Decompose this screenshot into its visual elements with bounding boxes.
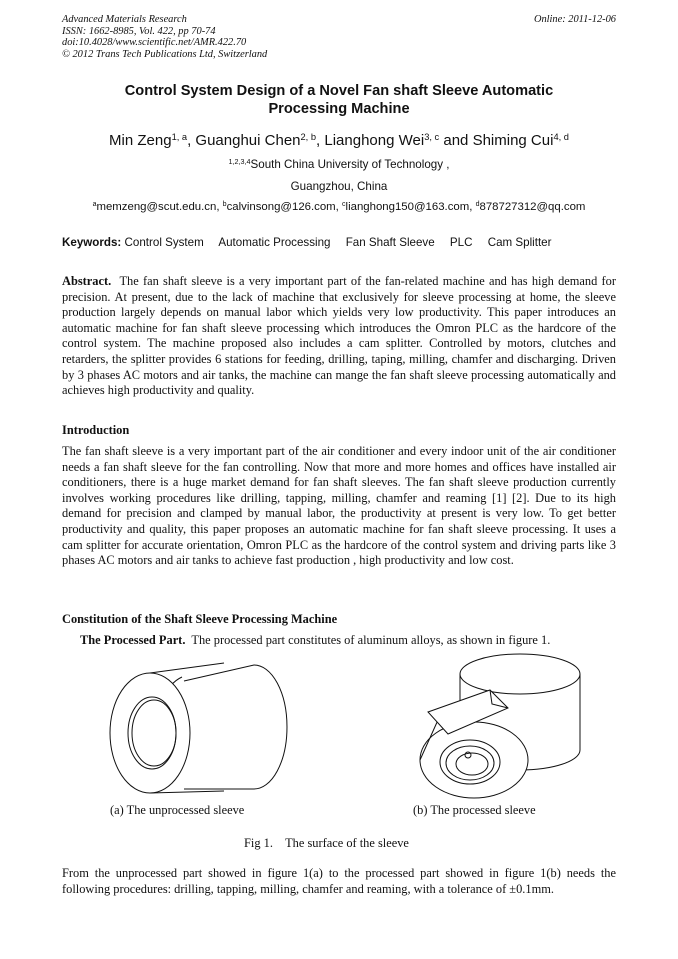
keyword: Cam Splitter — [487, 236, 552, 249]
copyright: © 2012 Trans Tech Publications Ltd, Switzerland — [62, 48, 268, 60]
email-link[interactable]: calvinsong@126.com — [226, 201, 336, 213]
title-line-2: Processing Machine — [268, 101, 410, 117]
sleeve-top-edge — [150, 663, 224, 673]
figure-caption-a: (a) The unprocessed sleeve — [110, 803, 245, 817]
body-top-ellipse — [460, 654, 580, 694]
sleeve-body-outline — [184, 665, 287, 789]
affiliation — [62, 158, 616, 171]
issn: ISSN: 1662-8985, Vol. 422, pp 70-74 — [62, 25, 216, 37]
email-sup: b — [222, 201, 227, 209]
author-sup: 3, c — [424, 131, 440, 142]
email-link[interactable]: memzeng@scut.edu.cn — [96, 201, 217, 213]
keyword: Fan Shaft Sleeve — [345, 236, 435, 249]
author-sup: 4, d — [553, 131, 569, 142]
section-heading: Constitution of the Shaft Sleeve Processing Machine — [62, 612, 338, 626]
doi: doi:10.4028/www.scientific.net/AMR.422.70 — [62, 37, 247, 49]
sleeve-front-face — [110, 673, 190, 793]
subheading: The Processed Part. — [80, 633, 186, 647]
processed-part-text: The processed part constitutes of aluminum alloys, as shown in figure 1. — [191, 633, 551, 647]
keyword: Control System — [124, 236, 204, 249]
flange-face — [420, 722, 528, 798]
abstract-label: Abstract. — [62, 274, 112, 288]
author-name: Min Zeng — [109, 132, 172, 149]
abstract-text: The fan shaft sleeve is a very important part of the fan-related machine and has high demand for precision. At present, due to the lack of machine that exclusively for sleeve processing at home, the sleeve production largely depends on manual labor which yields very low productivity. This paper introduces an automatic machine for fan shaft sleeve processing which introduces the Omron PLC as the hardcore of the control system. The machine proposed also includes a cam splitter. Controlled by motors, clutches and retarders, the splitter provides 6 stations for feeding, drilling, taping, milling, chamfer and discharging. Driven by 3 phases AC motors and air tanks, the machine can mange the fan shaft sleeve processing automatically and achieves high productivity and quality. — [62, 274, 616, 398]
figure-caption: Fig 1. The surface of the sleeve — [244, 836, 409, 850]
email-link[interactable]: lianghong150@163.com — [345, 201, 470, 213]
keyword: PLC — [449, 236, 473, 249]
email-sup: c — [342, 201, 346, 209]
affiliation-line-2: Guangzhou, China — [290, 180, 388, 193]
processed-sleeve-figure — [408, 650, 586, 800]
title-line-1: Control System Design of a Novel Fan shaft Sleeve Automatic — [124, 83, 554, 99]
figure-caption-b: (b) The processed sleeve — [413, 803, 536, 817]
unprocessed-sleeve-figure — [94, 655, 290, 800]
journal-header — [62, 14, 267, 60]
journal-name: Advanced Materials Research — [62, 14, 187, 25]
abstract — [62, 274, 616, 399]
introduction-text: The fan shaft sleeve is a very important part of the air conditioner and every indoor unit of the air conditioner needs a fan shaft sleeve for the fan controlling. Now that more and more homes and offices have installed air conditioners, there is a huge market demand for fan shaft sleeves. The fan shaft sleeve production currently involves working procedures like drilling, tapping, milling, chamfer and reaming [1] [2]. Due to its high demand for precision and clamped by manual labor, the productivity at present is very low. To get better productivity and quality, this paper proposes an automatic machine for fan shaft sleeve processing. It uses a cam splitter for accurate orientation, Omron PLC as the hardcore of the control system and driving parts like 3 phases AC motors and air tanks to achieve fast production , high productivity and low cost. — [62, 444, 616, 568]
processed-part-paragraph — [80, 633, 616, 649]
paper-title — [62, 82, 616, 118]
author-sup: 1, a — [171, 131, 188, 142]
author-name: Shiming Cui — [472, 132, 554, 149]
online-date: Online: 2011-12-06 — [533, 14, 616, 25]
keywords — [62, 236, 564, 249]
affiliation-line-1: South China University of Technology , — [250, 158, 450, 171]
email-link[interactable]: 878727312@qq.com — [479, 201, 586, 213]
author-list: Min Zeng$^{1, a}$, Guanghui Chen$^{2, b}$, Lianghong Wei$^{3, c}$ and Shiming Cui$^{4, d}$ — [109, 131, 569, 149]
procedure-text: From the unprocessed part showed in figure 1(a) to the processed part showed in figure 1(b) needs the following procedures: drilling, tapping, milling, chamfer and reaming, with a tolerance of ±0.1mm. — [62, 866, 616, 896]
email-sup: d — [475, 201, 480, 209]
affiliation-sup: 1,2,3,4 — [228, 157, 251, 167]
keywords-label: Keywords: — [62, 236, 122, 249]
keyword: Automatic Processing — [218, 236, 331, 249]
email-list: $^a$memzeng@scut.edu.cn, $^b$calvinsong@126.com, $^c$lianghong150@163.com, $^d$878727312@qq.com — [92, 201, 586, 213]
author-name: Lianghong Wei — [324, 132, 425, 149]
email-sup: a — [92, 201, 97, 209]
author-name: Guanghui Chen — [195, 132, 301, 149]
author-sup: 2, b — [300, 131, 317, 142]
introduction-heading: Introduction — [62, 423, 130, 437]
